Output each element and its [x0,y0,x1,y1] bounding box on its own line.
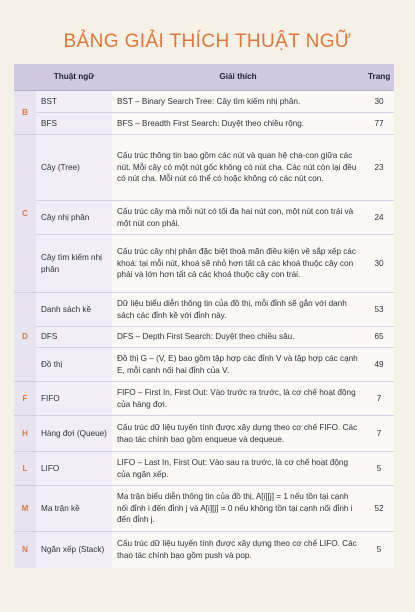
term-cell: Danh sách kề [36,293,112,327]
term-cell: DFS [36,327,112,348]
page-cell: 7 [364,382,394,416]
letter-group-label: N [14,532,36,568]
page-cell: 30 [364,91,394,113]
table-row [14,135,394,201]
page-cell: 77 [364,113,394,135]
term-cell: Cây tìm kiếm nhị phân [36,235,112,293]
table-row [14,348,394,382]
glossary-header-row [14,64,394,91]
definition-cell: Đồ thị G – (V, E) bao gồm tập hợp các đỉnh V và tập hợp các cạnh E, mỗi cạnh nối hai đỉnh của V. [112,348,364,382]
term-cell: Ma trận kề [36,486,112,532]
table-row [14,201,394,235]
definition-cell: BFS – Breadth First Search: Duyệt theo chiều rộng. [112,113,364,135]
table-row [14,382,394,416]
table-row [14,532,394,568]
page-column-header: Trang [364,64,394,91]
letter-group-label: D [14,293,36,382]
page-title: BẢNG GIẢI THÍCH THUẬT NGỮ [63,31,352,52]
term-cell: Cây (Tree) [36,135,112,201]
definition-cell: Cấu trúc dữ liệu tuyến tính được xây dựng theo cơ chế LIFO. Các thao tác chính bao gồm push và pop. [112,532,364,568]
letter-group-label: B [14,91,36,135]
term-cell: Hàng đợi (Queue) [36,416,112,452]
page-cell: 23 [364,135,394,201]
definition-cell: Cấu trúc thông tin bao gồm các nút và quan hệ cha-con giữa các nút. Mỗi cây có một nút gốc không có nút cha. Các nút còn lại đều có nút cha. Mỗi nút có thể có hoặc không có các nút con. [112,135,364,201]
table-row [14,327,394,348]
page-cell: 24 [364,201,394,235]
letter-group-label: L [14,452,36,486]
definition-cell: BST – Binary Search Tree: Cây tìm kiếm nhị phân. [112,91,364,113]
page-cell: 5 [364,452,394,486]
letter-group-label: C [14,135,36,293]
letter-group-label: F [14,382,36,416]
definition-cell: FIFO – First In, First Out: Vào trước ra trước, là cơ chế hoạt động của hàng đợi. [112,382,364,416]
term-column-header: Thuật ngữ [36,64,112,91]
table-row [14,452,394,486]
term-cell: Ngăn xếp (Stack) [36,532,112,568]
definition-cell: Cấu trúc cây mà mỗi nút có tối đa hai nút con, một nút con trái và một nút con phải. [112,201,364,235]
definition-cell: LIFO – Last In, First Out: Vào sau ra trước, là cơ chế hoạt động của ngăn xếp. [112,452,364,486]
definition-cell: Cấu trúc cây nhị phân đặc biệt thoả mãn điều kiện về sắp xếp các khoá: tại mỗi nút, khoá sẽ nhỏ hơn tất cả các khoá thuộc cây con phải và lớn hơn tất cả các khoá thuộc cây con trái. [112,235,364,293]
term-cell: BST [36,91,112,113]
definition-cell: Dữ liệu biểu diễn thông tin của đồ thị, mỗi đỉnh sẽ gắn với danh sách các đỉnh kề với đỉnh này. [112,293,364,327]
term-cell: BFS [36,113,112,135]
page-cell: 7 [364,416,394,452]
page-cell: 52 [364,486,394,532]
page-cell: 49 [364,348,394,382]
page-cell: 30 [364,235,394,293]
definition-cell: DFS – Depth First Search: Duyệt theo chiều sâu. [112,327,364,348]
letter-group-label: M [14,486,36,532]
page-cell: 65 [364,327,394,348]
term-cell: Đồ thị [36,348,112,382]
table-row [14,235,394,293]
table-row [14,91,394,113]
definition-column-header: Giải thích [112,64,364,91]
term-cell: FIFO [36,382,112,416]
letter-group-label: H [14,416,36,452]
term-cell: LIFO [36,452,112,486]
table-row [14,486,394,532]
glossary-table [14,64,394,568]
term-cell: Cây nhị phân [36,201,112,235]
table-row [14,113,394,135]
table-row [14,416,394,452]
definition-cell: Ma trận biểu diễn thông tin của đồ thị, A[i][j] = 1 nếu tồn tại cạnh nối đỉnh i đến đỉnh j và A[i][j] = 0 nếu không tồn tại cạnh nối đỉnh i đến đỉnh j. [112,486,364,532]
table-row [14,293,394,327]
letter-column-header [14,64,36,91]
page-cell: 53 [364,293,394,327]
page-cell: 5 [364,532,394,568]
definition-cell: Cấu trúc dữ liệu tuyến tính được xây dựng theo cơ chế FIFO. Các thao tác chính bao gồm enqueue và dequeue. [112,416,364,452]
